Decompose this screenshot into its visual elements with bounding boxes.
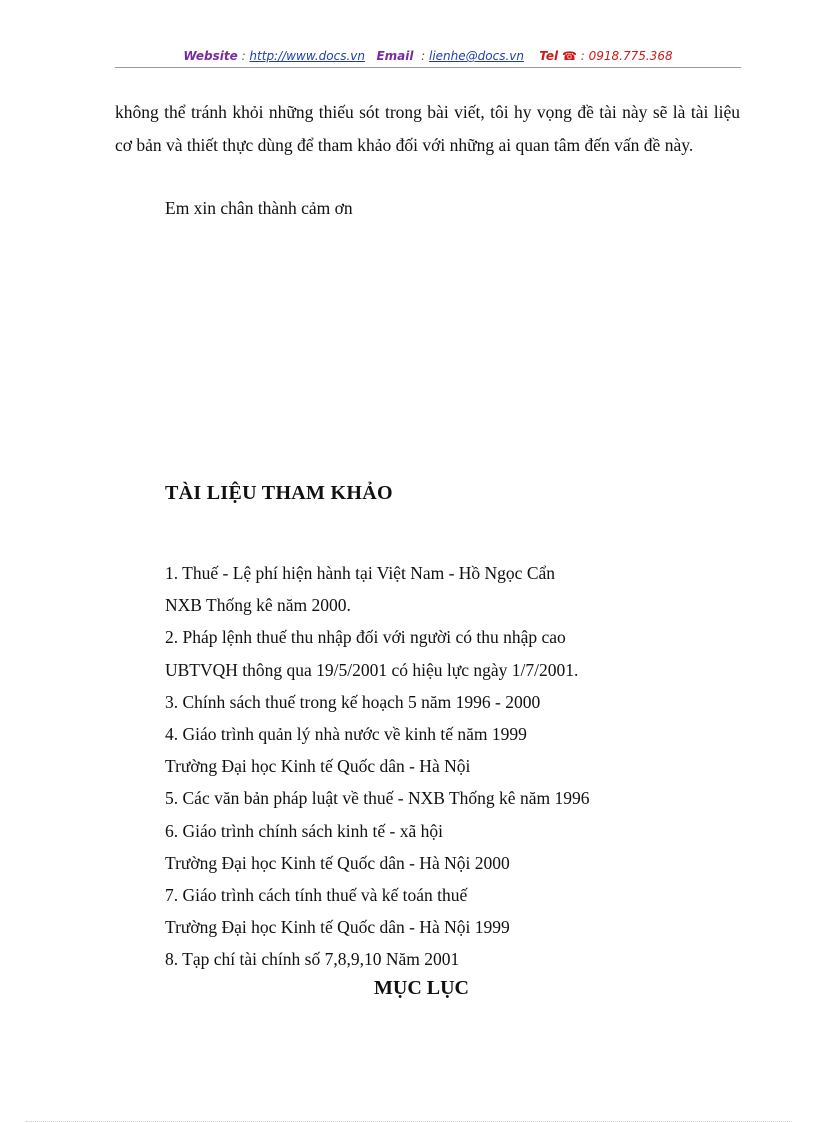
reference-line: 3. Chính sách thuế trong kế hoạch 5 năm 1996 - 2000 xyxy=(165,691,541,712)
page-bottom-divider xyxy=(26,1121,792,1122)
reference-line: 6. Giáo trình chính sách kinh tế - xã hội xyxy=(165,820,443,841)
email-link[interactable]: lienhe@docs.vn xyxy=(429,49,524,63)
references-list xyxy=(165,557,725,976)
reference-line: 1. Thuế - Lệ phí hiện hành tại Việt Nam - Hồ Ngọc Cẩn xyxy=(165,563,556,583)
reference-line: Trường Đại học Kinh tế Quốc dân - Hà Nội 1999 xyxy=(165,917,510,938)
phone-icon: ☎ xyxy=(561,49,577,63)
reference-line: 5. Các văn bản pháp luật về thuế - NXB Thống kê năm 1996 xyxy=(165,788,590,809)
reference-line: UBTVQH thông qua 19/5/2001 có hiệu lực ngày 1/7/2001. xyxy=(165,659,579,680)
website-label: Website xyxy=(183,49,238,63)
reference-line: 2. Pháp lệnh thuế thu nhập đối với người có thu nhập cao xyxy=(165,627,566,648)
table-of-contents-title: MỤC LỤC xyxy=(374,977,469,999)
header-colon: : xyxy=(241,49,250,63)
tel-label: Tel xyxy=(539,49,559,63)
website-link[interactable]: http://www.docs.vn xyxy=(249,49,366,63)
reference-line: 4. Giáo trình quản lý nhà nước về kinh tế năm 1999 xyxy=(165,724,527,745)
body-paragraph-2: Em xin chân thành cảm ơn xyxy=(165,198,353,218)
header-colon: : xyxy=(417,49,429,63)
tel-value: : 0918.775.368 xyxy=(580,49,673,63)
references-title: TÀI LIỆU THAM KHẢO xyxy=(165,482,393,504)
reference-line: 7. Giáo trình cách tính thuế và kế toán thuế xyxy=(165,885,468,906)
header-divider xyxy=(115,67,741,68)
reference-line: NXB Thống kê năm 2000. xyxy=(165,595,351,616)
reference-line: 8. Tạp chí tài chính số 7,8,9,10 Năm 2001 xyxy=(165,949,460,970)
page-header xyxy=(115,46,741,66)
reference-line: Trường Đại học Kinh tế Quốc dân - Hà Nội xyxy=(165,756,471,777)
reference-line: Trường Đại học Kinh tế Quốc dân - Hà Nội 2000 xyxy=(165,852,510,873)
body-paragraph-1: không thể tránh khỏi những thiếu sót trong bài viết, tôi hy vọng đề tài này sẽ là tài liệu cơ bản và thiết thực dùng để tham khảo đối với những ai quan tâm đến vấn đề này. xyxy=(115,102,740,155)
email-label: Email xyxy=(376,49,414,63)
